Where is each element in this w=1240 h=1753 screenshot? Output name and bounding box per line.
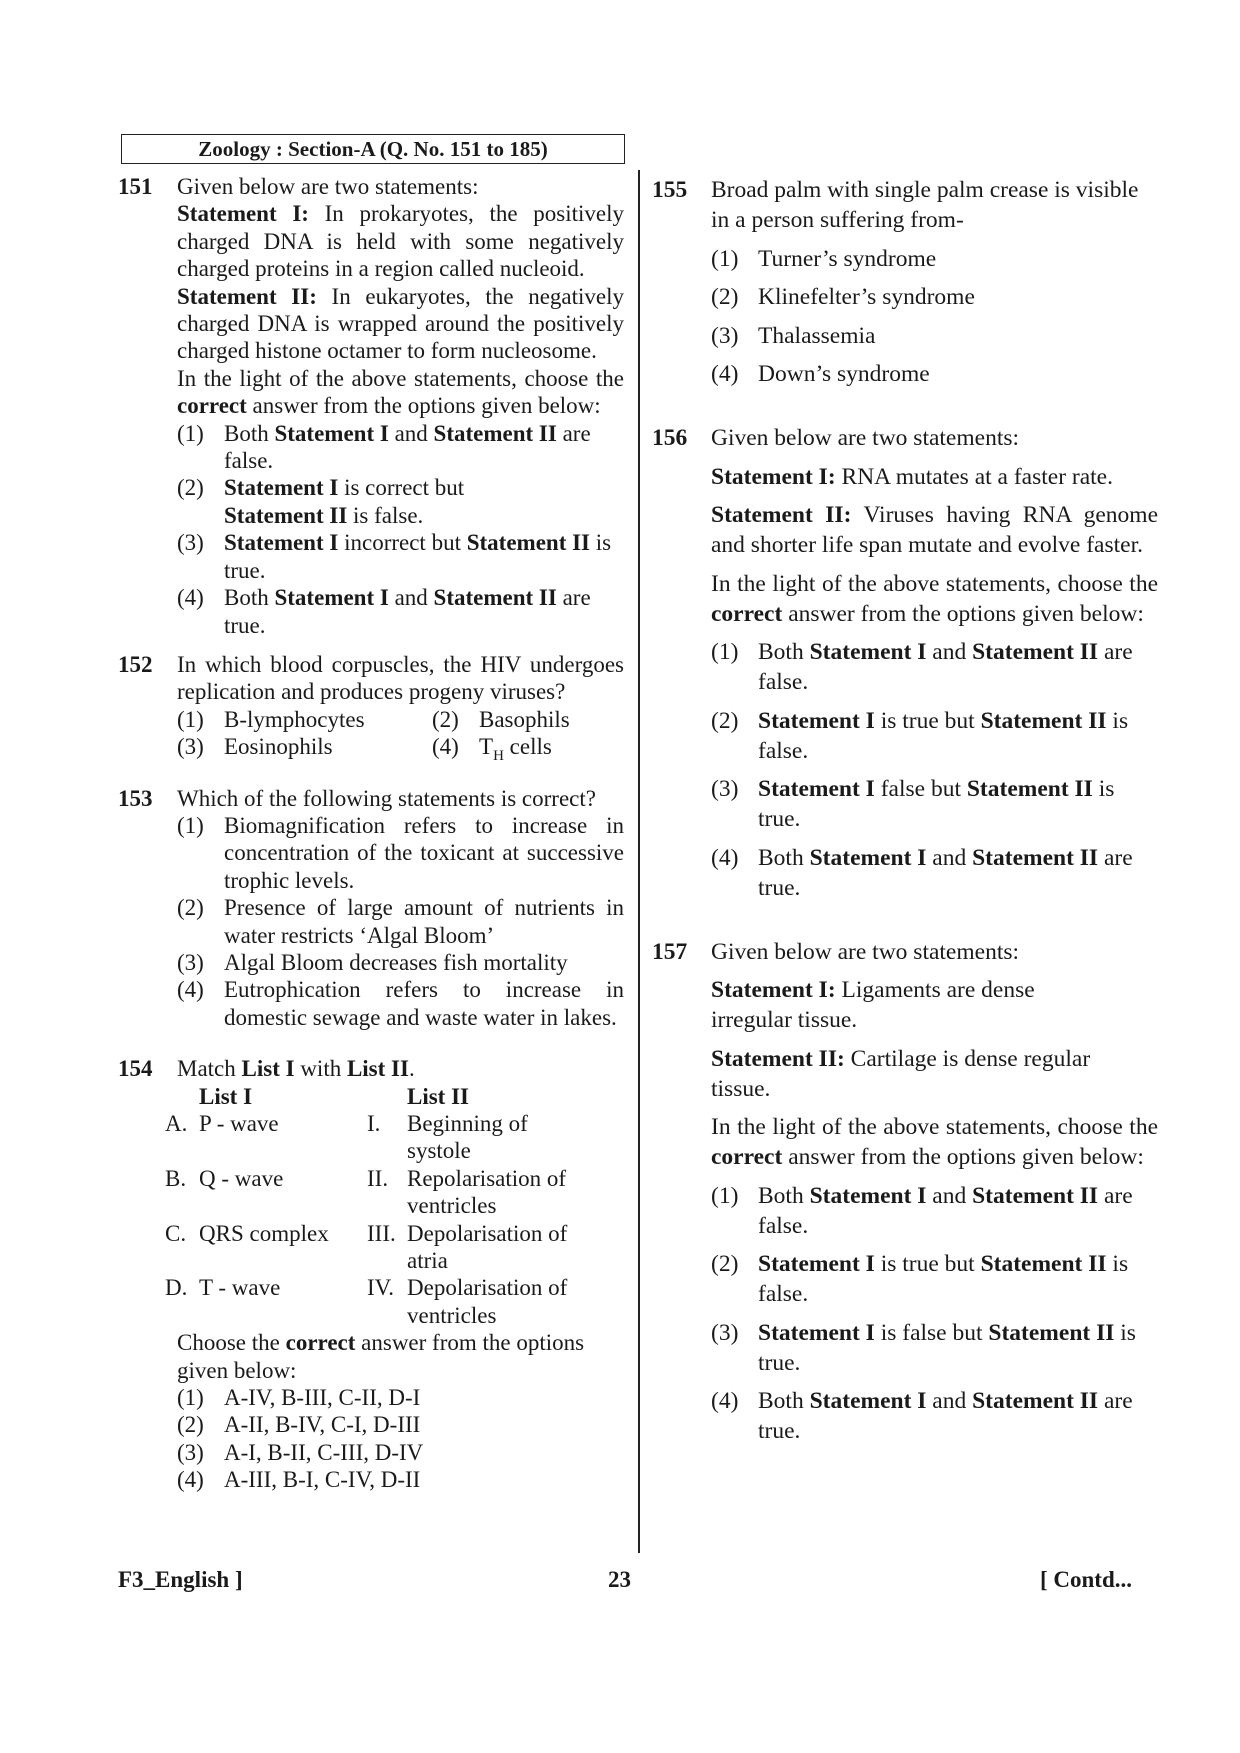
stem-text: Match xyxy=(177,1056,242,1082)
question-number: 156 xyxy=(652,425,688,451)
option-emphasis: Statement II xyxy=(988,1319,1115,1346)
option-text: Both xyxy=(224,420,275,446)
option-number: (1) xyxy=(711,245,739,272)
question-stem: Given below are two statements: xyxy=(711,425,1020,451)
option-text: A-IV, B-III, C-II, D-I xyxy=(224,1385,421,1411)
option-row xyxy=(177,706,624,733)
statement-text: Viruses having RNA genome and shorter life span mutate and evolve faster. xyxy=(711,502,1159,558)
option-number: (4) xyxy=(432,734,459,760)
question-stem: In which blood corpuscles, the HIV undergoes replication and produces progeny viruses? xyxy=(177,651,624,705)
option-number: (1) xyxy=(711,639,739,665)
option-text: and xyxy=(388,420,434,446)
option-text: is false. xyxy=(758,707,1129,764)
row-numeral: I. xyxy=(367,1111,381,1136)
option-number: (4) xyxy=(177,585,204,611)
option-3[interactable] xyxy=(711,1318,1158,1378)
option-3[interactable] xyxy=(711,774,1158,834)
question-number: 157 xyxy=(652,938,688,965)
option-text: A-II, B-IV, C-I, D-III xyxy=(224,1412,421,1438)
left-column xyxy=(118,173,624,1494)
option-text: Both xyxy=(758,1388,810,1414)
statement-label: Statement II: xyxy=(711,1045,845,1072)
option-3[interactable] xyxy=(177,1439,624,1466)
instruction-emphasis: correct xyxy=(177,393,247,419)
footer-booklet-code: F3_English ] xyxy=(118,1567,243,1592)
option-emphasis: Statement II xyxy=(972,844,1099,871)
option-emphasis: Statement I xyxy=(758,1251,875,1277)
option-1[interactable] xyxy=(711,244,1158,274)
option-number: (1) xyxy=(177,812,204,838)
option-number: (1) xyxy=(177,420,204,446)
option-number: (2) xyxy=(432,706,459,732)
option-number: (2) xyxy=(177,1412,204,1438)
statement-text: RNA mutates at a faster rate. xyxy=(835,463,1113,490)
question-stem: Which of the following statements is correct? xyxy=(177,785,596,811)
option-emphasis: Statement II xyxy=(980,1251,1107,1277)
option-text: is false. xyxy=(758,1251,1129,1307)
list-1-item: Q - wave xyxy=(199,1165,284,1191)
option-number: (1) xyxy=(177,706,204,732)
option-text: Eosinophils xyxy=(224,734,333,760)
option-text: are true. xyxy=(224,585,591,638)
option-2[interactable] xyxy=(711,706,1158,766)
match-row xyxy=(165,1165,587,1220)
option-text: and xyxy=(926,844,973,871)
option-text: and xyxy=(388,585,434,611)
option-emphasis: Statement I xyxy=(224,530,339,556)
instruction-text: In the light of the above statements, choose the xyxy=(711,1114,1158,1140)
option-3[interactable] xyxy=(177,949,624,976)
instruction xyxy=(177,365,624,420)
instruction-text: answer from the options given below: xyxy=(782,600,1144,627)
option-4[interactable] xyxy=(432,733,552,765)
option-number: (4) xyxy=(177,1467,204,1493)
question-number: 151 xyxy=(118,174,153,199)
option-text: are false. xyxy=(758,1182,1133,1239)
question-153 xyxy=(118,785,624,1032)
stem-text: . xyxy=(408,1056,415,1082)
option-text: and xyxy=(926,1388,973,1414)
option-text: is true. xyxy=(758,776,1115,832)
statement-2 xyxy=(711,1044,1158,1104)
statement-1 xyxy=(177,200,624,282)
list-1-item: QRS complex xyxy=(199,1220,329,1246)
option-3[interactable] xyxy=(177,733,432,760)
match-table xyxy=(165,1083,587,1330)
option-emphasis: Statement I xyxy=(758,707,875,734)
option-emphasis: Statement II xyxy=(972,1388,1099,1414)
option-number: (3) xyxy=(177,1439,204,1465)
row-numeral: II. xyxy=(367,1165,389,1191)
option-number: (3) xyxy=(711,776,739,802)
instruction xyxy=(711,1112,1158,1172)
row-letter: D. xyxy=(165,1275,188,1301)
question-stem: Given below are two statements: xyxy=(711,938,1020,965)
option-number: (4) xyxy=(711,1388,739,1414)
row-letter: B. xyxy=(165,1165,187,1191)
option-text: B-lymphocytes xyxy=(224,706,365,732)
list-1-header: List I xyxy=(199,1083,253,1109)
option-emphasis: Statement II xyxy=(224,502,348,528)
question-stem: Broad palm with single palm crease is visible in a person suffering from- xyxy=(711,177,1139,233)
statement-text: Cartilage is dense regular tissue. xyxy=(711,1045,1091,1102)
column-divider xyxy=(638,170,640,1553)
question-155 xyxy=(652,175,1158,389)
option-1[interactable] xyxy=(177,812,624,894)
option-emphasis: Statement I xyxy=(809,1388,927,1414)
option-4[interactable] xyxy=(711,359,1158,389)
option-text: Both xyxy=(758,639,810,665)
option-3[interactable] xyxy=(711,321,1158,351)
option-text: Down’s syndrome xyxy=(758,361,930,387)
option-number: (4) xyxy=(711,361,739,387)
option-text: Both xyxy=(224,585,275,611)
match-row xyxy=(165,1110,587,1165)
stem-text: with xyxy=(294,1056,347,1082)
statement-label: Statement II: xyxy=(177,283,317,309)
option-3[interactable] xyxy=(177,529,624,584)
option-emphasis: Statement I xyxy=(809,639,927,665)
option-2[interactable] xyxy=(711,282,1158,312)
question-156 xyxy=(652,423,1158,903)
option-emphasis: Statement I xyxy=(224,475,339,501)
option-number: (3) xyxy=(711,1319,739,1346)
option-number: (2) xyxy=(711,707,739,734)
option-emphasis: Statement II xyxy=(972,1182,1099,1209)
match-row xyxy=(165,1274,587,1329)
question-151 xyxy=(118,173,624,639)
option-text: Presence of large amount of nutrients in water restricts ‘Algal Bloom’ xyxy=(224,895,624,948)
option-text: is false. xyxy=(347,502,424,528)
option-text: Biomagnification refers to increase in concentration of the toxicant at successive trophic levels. xyxy=(224,812,624,893)
list-2-header: List II xyxy=(407,1083,469,1109)
option-4[interactable] xyxy=(177,584,624,639)
option-number: (3) xyxy=(177,734,204,760)
instruction-emphasis: correct xyxy=(711,600,783,627)
option-text: incorrect but xyxy=(338,530,467,556)
option-text: are false. xyxy=(224,420,591,474)
option-text: and xyxy=(926,1182,973,1209)
option-text: false but xyxy=(874,776,967,802)
instruction-text: In the light of the above statements, choose the xyxy=(711,570,1158,597)
option-text: Both xyxy=(758,1182,810,1209)
option-1[interactable] xyxy=(711,1181,1158,1241)
option-text: A-I, B-II, C-III, D-IV xyxy=(224,1439,424,1465)
statement-label: Statement I: xyxy=(177,201,309,227)
question-stem xyxy=(177,1055,624,1082)
option-4[interactable] xyxy=(177,976,624,1031)
instruction xyxy=(711,569,1158,629)
statement-label: Statement II: xyxy=(711,502,852,528)
question-number: 152 xyxy=(118,651,153,677)
question-stem: Given below are two statements: xyxy=(177,174,479,199)
list-2-item: Beginning of systole xyxy=(407,1111,528,1164)
list-2-item: Depolarisation of ventricles xyxy=(407,1275,568,1328)
list-1-item: T - wave xyxy=(199,1275,281,1301)
option-text: is true. xyxy=(224,530,612,583)
instruction-text: Choose the xyxy=(177,1330,286,1356)
option-emphasis: Statement I xyxy=(809,844,927,871)
statement-1 xyxy=(711,462,1158,492)
option-4[interactable] xyxy=(711,1386,1158,1446)
option-text: is false but xyxy=(874,1319,989,1346)
instruction-text: In the light of the above statements, choose the xyxy=(177,365,624,391)
option-text: cells xyxy=(503,734,552,760)
statement-2 xyxy=(177,283,624,365)
statement-2 xyxy=(711,500,1158,560)
option-text: Thalassemia xyxy=(758,322,876,349)
stem-emphasis: List II xyxy=(346,1056,409,1082)
instruction xyxy=(177,1329,624,1384)
footer-page-number: 23 xyxy=(608,1567,631,1592)
option-text: are false. xyxy=(758,639,1133,695)
instruction-emphasis: correct xyxy=(711,1144,783,1170)
option-2[interactable] xyxy=(177,1411,624,1438)
row-numeral: III. xyxy=(367,1220,396,1246)
option-text: A-III, B-I, C-IV, D-II xyxy=(224,1467,421,1493)
question-number: 153 xyxy=(118,785,153,811)
option-text: is true but xyxy=(874,1251,981,1277)
question-number: 154 xyxy=(118,1056,153,1082)
option-4[interactable] xyxy=(711,843,1158,903)
option-emphasis: Statement I xyxy=(274,420,389,446)
statement-label: Statement I: xyxy=(711,977,836,1003)
statement-label: Statement I: xyxy=(711,463,836,490)
option-1[interactable] xyxy=(711,637,1158,697)
option-emphasis: Statement I xyxy=(758,1319,875,1346)
option-number: (4) xyxy=(177,977,204,1003)
right-column xyxy=(652,175,1158,1446)
list-1-item: P - wave xyxy=(199,1111,279,1136)
option-text: Algal Bloom decreases fish mortality xyxy=(224,949,568,975)
option-emphasis: Statement I xyxy=(274,585,389,611)
question-154 xyxy=(118,1055,624,1494)
row-numeral: IV. xyxy=(367,1275,395,1301)
option-number: (3) xyxy=(177,949,204,975)
option-1[interactable] xyxy=(177,420,624,475)
option-text: is true but xyxy=(874,707,981,734)
list-2-item: Repolarisation of ventricles xyxy=(407,1165,567,1219)
option-number: (2) xyxy=(177,475,204,501)
instruction-text: answer from the options given below: xyxy=(177,1330,585,1383)
section-header: Zoology : Section-A (Q. No. 151 to 185) xyxy=(121,134,625,164)
option-text: Klinefelter’s syndrome xyxy=(758,284,975,310)
option-number: (2) xyxy=(177,895,204,921)
instruction-text: answer from the options given below: xyxy=(246,393,601,419)
option-number: (2) xyxy=(711,1251,739,1277)
option-emphasis: Statement II xyxy=(433,585,557,611)
option-number: (1) xyxy=(711,1182,739,1209)
option-emphasis: Statement II xyxy=(972,639,1099,665)
option-text: Turner’s syndrome xyxy=(758,245,937,272)
option-emphasis: Statement I xyxy=(758,776,875,802)
option-number: (3) xyxy=(711,322,739,349)
list-2-item: Depolarisation of atria xyxy=(407,1220,568,1274)
match-header-row xyxy=(165,1083,587,1110)
option-text: is true. xyxy=(758,1319,1136,1376)
statement-text: In prokaryotes, the positively charged DNA is held with some negatively charged proteins in a region called nucleoid. xyxy=(177,201,624,282)
option-text: Eutrophication refers to increase in domestic sewage and waste water in lakes. xyxy=(224,977,624,1030)
row-letter: C. xyxy=(165,1220,187,1246)
statement-text: Ligaments are dense irregular tissue. xyxy=(711,977,1035,1033)
option-text: Both xyxy=(758,844,810,871)
question-152 xyxy=(118,651,624,765)
option-number: (4) xyxy=(711,844,739,871)
footer-continued: [ Contd... xyxy=(1040,1567,1133,1592)
option-2[interactable] xyxy=(432,706,570,733)
option-text: is correct but xyxy=(338,475,465,501)
option-1[interactable] xyxy=(177,706,432,733)
option-4[interactable] xyxy=(177,1466,624,1493)
option-2[interactable] xyxy=(711,1249,1158,1309)
option-text: T xyxy=(479,734,494,760)
option-row xyxy=(177,733,624,765)
match-row xyxy=(165,1220,587,1275)
option-number: (2) xyxy=(711,284,739,310)
instruction-emphasis: correct xyxy=(285,1330,356,1356)
option-emphasis: Statement II xyxy=(980,707,1107,734)
option-text: are true. xyxy=(758,1388,1133,1444)
row-letter: A. xyxy=(165,1111,188,1136)
option-emphasis: Statement II xyxy=(466,530,591,556)
subscript: H xyxy=(493,748,504,765)
option-emphasis: Statement II xyxy=(966,776,1093,802)
option-2[interactable] xyxy=(177,894,624,949)
question-number: 155 xyxy=(652,177,688,203)
option-text: Basophils xyxy=(479,706,570,732)
option-emphasis: Statement II xyxy=(433,420,557,446)
option-text: are true. xyxy=(758,844,1133,901)
option-2[interactable] xyxy=(177,474,624,529)
statement-text: In eukaryotes, the negatively charged DNA is wrapped around the positively charged histone octamer to form nucleosome. xyxy=(177,283,624,364)
option-number: (1) xyxy=(177,1385,204,1411)
option-1[interactable] xyxy=(177,1384,624,1411)
question-157 xyxy=(652,937,1158,1447)
option-emphasis: Statement I xyxy=(809,1182,927,1209)
option-text: and xyxy=(926,639,973,665)
stem-emphasis: List I xyxy=(241,1056,295,1082)
instruction-text: answer from the options given below: xyxy=(782,1144,1144,1170)
option-number: (3) xyxy=(177,530,204,556)
statement-1 xyxy=(711,975,1158,1035)
